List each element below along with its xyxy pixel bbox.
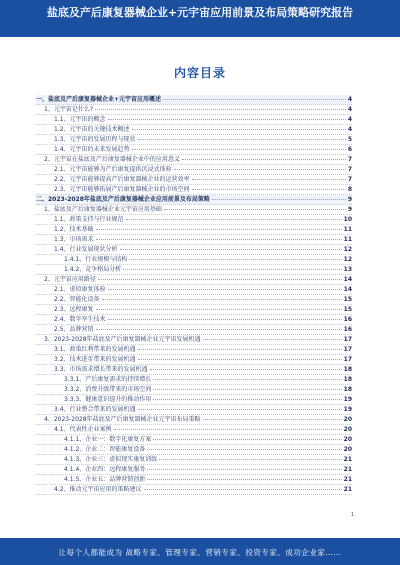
- toc-entry-title: 1.1、元宇宙的概念: [54, 116, 106, 123]
- toc-entry-page: 20: [343, 426, 352, 433]
- toc-entry[interactable]: [36, 445, 352, 455]
- toc-leader-dots: [123, 268, 341, 270]
- toc-entry-title: 3.2、技术进步带来的发展机遇: [54, 356, 136, 363]
- toc-entry-page: 18: [343, 366, 352, 373]
- toc-entry-page: 19: [343, 396, 352, 403]
- toc-leader-dots: [147, 468, 341, 470]
- toc-entry-page: 13: [343, 266, 352, 273]
- toc-entry-title: 4.2、推动元宇宙应用的策略建议: [54, 486, 142, 493]
- toc-entry[interactable]: [36, 355, 352, 365]
- toc-leader-dots: [108, 288, 342, 290]
- toc-entry[interactable]: [36, 195, 352, 205]
- toc-entry-title: 一、盐底及产后康复器械企业+元宇宙应用概述: [36, 96, 162, 103]
- toc-leader-dots: [126, 218, 342, 220]
- toc-entry[interactable]: [36, 155, 352, 165]
- toc-leader-dots: [95, 108, 346, 110]
- toc-entry[interactable]: [36, 95, 352, 105]
- toc-entry-title: 2.1、虚拟康复体验: [54, 286, 106, 293]
- toc-leader-dots: [129, 258, 341, 260]
- toc-entry[interactable]: [36, 185, 352, 195]
- toc-entry-title: 1.3、元宇宙的发展历程与现状: [54, 136, 136, 143]
- toc-entry-page: 6: [347, 146, 352, 153]
- toc-entry-title: 2.5、品牌营销: [54, 326, 94, 333]
- toc-leader-dots: [108, 318, 342, 320]
- toc-entry-title: 2.2、元宇宙能够提高产后康复器械企业的运营效率: [54, 176, 190, 183]
- toc-entry[interactable]: [36, 175, 352, 185]
- toc-leader-dots: [203, 338, 342, 340]
- toc-entry-title: 1.4、元宇宙的未来发展趋势: [54, 146, 130, 153]
- toc-leader-dots: [182, 158, 346, 160]
- toc-entry-page: 21: [343, 476, 352, 483]
- toc-leader-dots: [138, 408, 342, 410]
- toc-entry-title: 4.1.5、企业五：品牌营销创新: [64, 476, 146, 483]
- toc-entry-title: 3.3.3、健康意识提升的推动作用: [64, 396, 152, 403]
- toc-entry[interactable]: [36, 105, 352, 115]
- table-of-contents: [36, 95, 352, 495]
- toc-entry[interactable]: [36, 125, 352, 135]
- toc-entry-page: 20: [343, 446, 352, 453]
- toc-leader-dots: [138, 348, 342, 350]
- toc-entry-title: 4.1.2、企业二：智能康复设备: [64, 446, 146, 453]
- toc-entry-title: 2.1、元宇宙能够为产后康复提供沉浸式体验: [54, 166, 172, 173]
- toc-entry[interactable]: [36, 245, 352, 255]
- toc-leader-dots: [98, 278, 342, 280]
- toc-entry-title: 1.1、政策支持与行业规范: [54, 216, 124, 223]
- toc-leader-dots: [120, 248, 342, 250]
- toc-entry-title: 1.3、市场需求: [54, 236, 94, 243]
- toc-entry[interactable]: [36, 405, 352, 415]
- toc-entry-page: 20: [343, 416, 352, 423]
- toc-entry-page: 10: [343, 216, 352, 223]
- toc-entry-page: 17: [343, 356, 352, 363]
- toc-entry[interactable]: [36, 365, 352, 375]
- toc-entry[interactable]: [36, 275, 352, 285]
- toc-entry-page: 11: [343, 226, 352, 233]
- toc-entry-page: 8: [347, 186, 352, 193]
- toc-entry-title: 4、2023-2028年盐底及产后康复器械企业元宇宙布局策略: [44, 416, 201, 423]
- toc-entry[interactable]: [36, 235, 352, 245]
- footer-slogan: 让每个人都能成为 战略专家、管理专家、营销专家、投资专家、成功企业家……: [58, 548, 342, 557]
- toc-entry-page: 15: [343, 306, 352, 313]
- toc-entry-page: 14: [343, 276, 352, 283]
- toc-entry[interactable]: [36, 395, 352, 405]
- toc-entry-title: 3、2023-2028年盐底及产后康复器械企业元宇宙发展机遇: [44, 336, 201, 343]
- toc-entry[interactable]: [36, 485, 352, 495]
- toc-entry[interactable]: [36, 375, 352, 385]
- footer-bar: [0, 538, 400, 565]
- report-title: 盐底及产后康复器械企业+元宇宙应用前景及布局策略研究报告: [46, 6, 354, 19]
- toc-leader-dots: [138, 358, 342, 360]
- toc-entry-page: 7: [347, 176, 352, 183]
- toc-leader-dots: [212, 198, 346, 200]
- toc-entry-title: 3.3、市场需求增长带来的发展机遇: [54, 366, 148, 373]
- header-bar: [0, 0, 400, 37]
- toc-leader-dots: [138, 138, 346, 140]
- toc-entry-page: 4: [347, 126, 352, 133]
- toc-entry[interactable]: [36, 475, 352, 485]
- toc-entry-title: 3.3.1、产后康复需求的持续增长: [64, 376, 152, 383]
- toc-entry[interactable]: [36, 315, 352, 325]
- toc-entry-title: 1.2、元宇宙的关键技术概述: [54, 126, 130, 133]
- toc-entry[interactable]: [36, 415, 352, 425]
- toc-entry-title: 1、盐底及产后康复器械企业元宇宙应用基础: [44, 206, 162, 213]
- toc-entry[interactable]: [36, 305, 352, 315]
- page-number: 1: [350, 512, 354, 518]
- toc-entry-title: 1.2、技术基础: [54, 226, 94, 233]
- toc-entry-page: 4: [347, 106, 352, 113]
- toc-entry-title: 3.1、政策红利带来的发展机遇: [54, 346, 136, 353]
- toc-leader-dots: [96, 328, 342, 330]
- toc-entry-page: 12: [343, 256, 352, 263]
- toc-leader-dots: [144, 488, 342, 490]
- toc-entry-page: 14: [343, 286, 352, 293]
- toc-entry[interactable]: [36, 265, 352, 275]
- toc-entry-page: 9: [347, 196, 352, 203]
- toc-entry-page: 7: [347, 166, 352, 173]
- toc-entry-title: 4.1.4、企业四：远程康复服务: [64, 466, 146, 473]
- toc-entry-page: 17: [343, 346, 352, 353]
- toc-entry[interactable]: [36, 465, 352, 475]
- toc-entry-title: 2.2、智能化设备: [54, 296, 100, 303]
- toc-leader-dots: [96, 228, 342, 230]
- toc-entry-page: 12: [343, 246, 352, 253]
- toc-entry-page: 5: [347, 136, 352, 143]
- toc-entry-title: 二、2023-2028年盐底及产后康复器械企业应用前景及布局策略: [36, 196, 210, 203]
- toc-leader-dots: [102, 298, 342, 300]
- toc-entry-title: 1、元宇宙是什么?: [44, 106, 94, 113]
- toc-entry-title: 3.4、行业整合带来的发展机遇: [54, 406, 136, 413]
- toc-entry-title: 1.4.2、竞争格局分析: [64, 266, 122, 273]
- toc-entry-title: 4.1.1、企业一：数字化康复方案: [64, 436, 152, 443]
- toc-entry-page: 7: [347, 156, 352, 163]
- toc-entry[interactable]: [36, 205, 352, 215]
- toc-entry-page: 4: [347, 116, 352, 123]
- toc-entry-page: 21: [343, 466, 352, 473]
- toc-leader-dots: [164, 208, 346, 210]
- toc-entry-page: 18: [343, 376, 352, 383]
- toc-leader-dots: [132, 128, 346, 130]
- toc-entry-title: 4.1、代表性企业案例: [54, 426, 112, 433]
- toc-leader-dots: [153, 398, 341, 400]
- toc-entry-title: 2.4、数字孪生技术: [54, 316, 106, 323]
- toc-entry-title: 3.3.2、消费升级带来的市场空间: [64, 386, 152, 393]
- toc-leader-dots: [147, 478, 341, 480]
- toc-entry[interactable]: [36, 325, 352, 335]
- toc-entry[interactable]: [36, 285, 352, 295]
- toc-entry-page: 21: [343, 486, 352, 493]
- toc-leader-dots: [163, 98, 346, 100]
- toc-leader-dots: [150, 368, 342, 370]
- toc-entry-page: 15: [343, 296, 352, 303]
- toc-leader-dots: [96, 238, 342, 240]
- toc-entry[interactable]: [36, 255, 352, 265]
- toc-entry-title: 1.4.1、行业规模与结构: [64, 256, 128, 263]
- toc-entry-page: 18: [343, 386, 352, 393]
- toc-entry[interactable]: [36, 345, 352, 355]
- toc-entry-page: 4: [347, 96, 352, 103]
- toc-entry-page: 21: [343, 456, 352, 463]
- toc-leader-dots: [132, 148, 346, 150]
- toc-entry[interactable]: [36, 295, 352, 305]
- toc-leader-dots: [153, 388, 341, 390]
- toc-heading: 内容目录: [173, 66, 226, 80]
- toc-leader-dots: [192, 188, 346, 190]
- toc-entry-page: 19: [343, 406, 352, 413]
- toc-leader-dots: [96, 308, 342, 310]
- toc-leader-dots: [153, 438, 341, 440]
- toc-entry[interactable]: [36, 455, 352, 465]
- toc-entry[interactable]: [36, 225, 352, 235]
- toc-entry-page: 16: [343, 326, 352, 333]
- toc-entry-page: 17: [343, 336, 352, 343]
- toc-leader-dots: [192, 178, 346, 180]
- toc-entry[interactable]: [36, 335, 352, 345]
- toc-entry-title: 2.3、远程康复: [54, 306, 94, 313]
- toc-entry-page: 20: [343, 436, 352, 443]
- toc-leader-dots: [159, 458, 341, 460]
- toc-leader-dots: [147, 448, 341, 450]
- toc-entry-title: 2、元宇宙在盐底及产后康复器械企业中的应用意义: [44, 156, 180, 163]
- toc-entry[interactable]: [36, 145, 352, 155]
- toc-leader-dots: [203, 418, 342, 420]
- toc-entry[interactable]: [36, 165, 352, 175]
- toc-entry[interactable]: [36, 215, 352, 225]
- toc-leader-dots: [174, 168, 346, 170]
- toc-leader-dots: [108, 118, 346, 120]
- toc-entry[interactable]: [36, 435, 352, 445]
- toc-leader-dots: [153, 378, 341, 380]
- toc-entry-title: 2.3、元宇宙能够拓展产后康复器械企业的市场空间: [54, 186, 190, 193]
- toc-entry-title: 1.4、行业发展现状分析: [54, 246, 118, 253]
- toc-entry-page: 11: [343, 236, 352, 243]
- toc-entry-page: 9: [347, 206, 352, 213]
- toc-entry-title: 4.1.3、企业三：虚拟现实康复训练: [64, 456, 158, 463]
- toc-entry[interactable]: [36, 135, 352, 145]
- toc-leader-dots: [114, 428, 342, 430]
- toc-entry-page: 16: [343, 316, 352, 323]
- toc-entry-title: 2、元宇宙应用路径: [44, 276, 96, 283]
- toc-entry[interactable]: [36, 425, 352, 435]
- toc-entry[interactable]: [36, 115, 352, 125]
- toc-entry[interactable]: [36, 385, 352, 395]
